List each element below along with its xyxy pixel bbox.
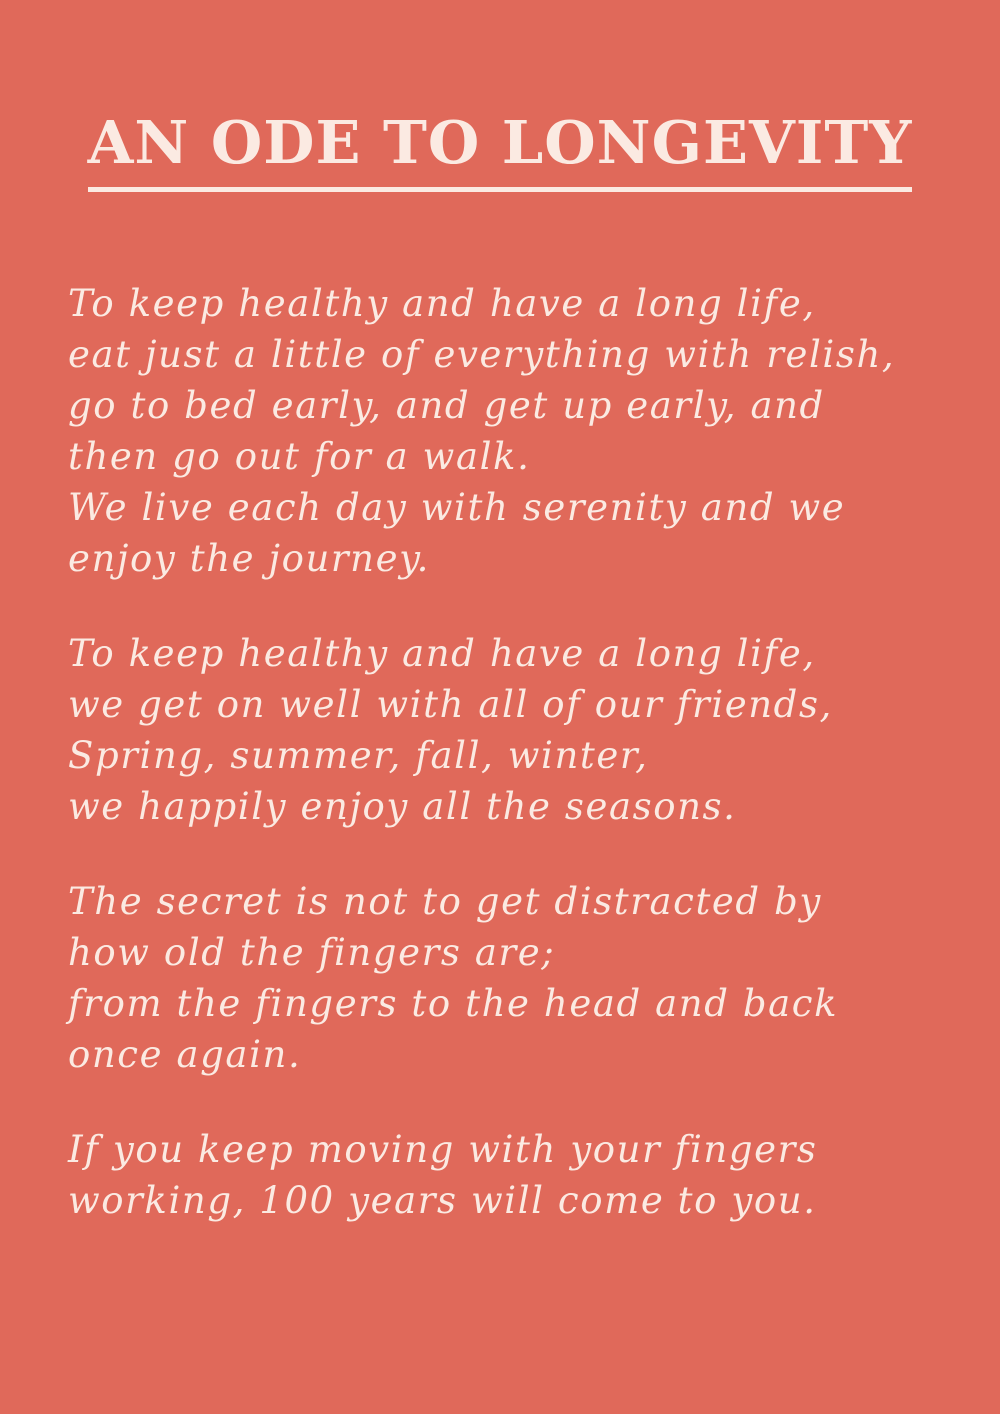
poem-line: The secret is not to get distracted by	[68, 880, 822, 923]
poem-line: how old the fingers are;	[68, 931, 556, 974]
poem-line: once again.	[68, 1033, 302, 1076]
poem-line: working, 100 years will come to you.	[68, 1179, 817, 1222]
poem-stanza	[68, 1124, 948, 1226]
poem-line: We live each day with serenity and we	[68, 486, 846, 529]
poem-line: enjoy the journey.	[68, 537, 431, 580]
poem-line: go to bed early, and get up early, and	[68, 384, 825, 427]
poem-stanza	[68, 876, 948, 1080]
poem-line: then go out for a walk.	[68, 435, 531, 478]
page-title	[0, 108, 1000, 192]
poem-line: we get on well with all of our friends,	[68, 683, 833, 726]
poem-line: from the fingers to the head and back	[68, 982, 839, 1025]
poem-body	[68, 278, 948, 1226]
poem-line: To keep healthy and have a long life,	[68, 632, 816, 675]
page-title-text: AN ODE TO LONGEVITY	[88, 108, 913, 192]
poem-line: If you keep moving with your fingers	[68, 1128, 818, 1171]
poem-stanza	[68, 278, 948, 584]
poem-line: Spring, summer, fall, winter,	[68, 734, 649, 777]
poem-line: we happily enjoy all the seasons.	[68, 785, 737, 828]
poem-line: To keep healthy and have a long life,	[68, 282, 816, 325]
poem-line: eat just a little of everything with relish,	[68, 333, 896, 376]
poem-stanza	[68, 628, 948, 832]
